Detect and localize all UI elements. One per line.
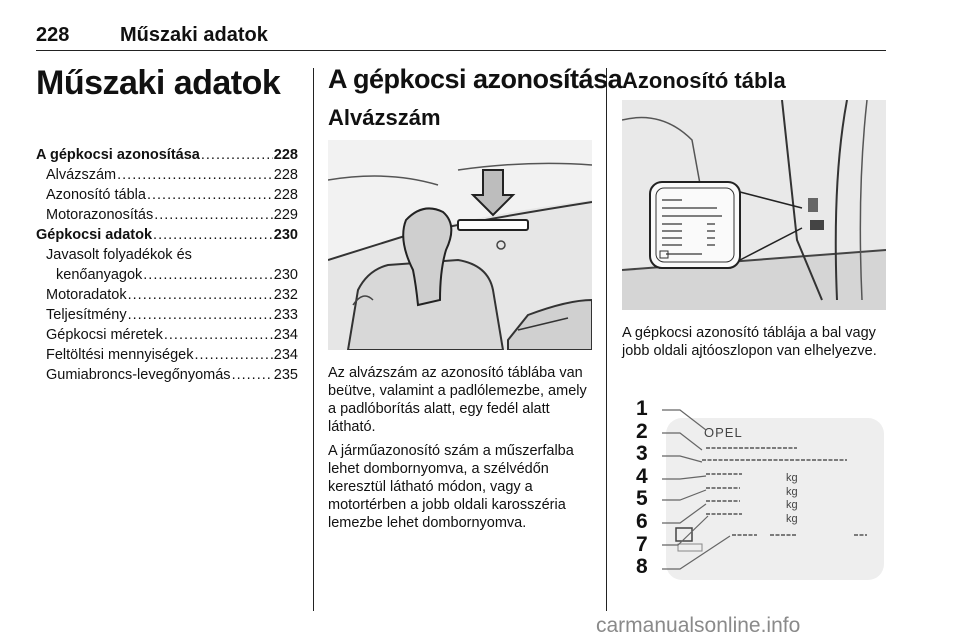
page-number: 228 [36,24,70,46]
toc-entry-text: Motoradatok [46,287,127,303]
toc-leader-dots [201,145,273,165]
plate-callout-2: 2 [636,419,648,443]
plate-diagram [622,392,886,597]
plate-unit-kg: kg [786,472,798,484]
chapter-title: Műszaki adatok [36,64,281,102]
toc-entry[interactable] [36,305,298,325]
toc-leader-dots [128,305,273,325]
vin-text [328,364,594,538]
toc-entry-text: Alvázszám [46,167,117,183]
plate-brand: OPEL [704,425,743,440]
toc-entry-text: Gépkocsi adatok [36,227,153,243]
toc-entry-page: 235 [273,367,298,383]
plate-unit-kg: kg [786,499,798,511]
toc-entry-page: 232 [273,287,298,303]
section-title: A gépkocsi azonosítása [328,64,623,94]
toc-leader-dots [143,265,273,285]
plate-callout-6: 6 [636,509,648,533]
toc-leader-dots [232,365,273,385]
plate-callout-numbers [636,398,660,579]
toc-entry[interactable] [36,145,298,165]
plate-callout-1: 1 [636,397,648,420]
toc-entry[interactable] [36,345,298,365]
door-pillar-illustration [622,100,886,310]
toc-entry-text: Feltöltési mennyiségek [46,347,194,363]
subsection-title-plate: Azonosító tábla [622,68,786,93]
toc-entry-page: 229 [273,207,298,223]
toc-entry[interactable] [36,245,298,265]
toc-entry-page: 228 [273,167,298,183]
header-rule [36,50,886,51]
plate-callout-3: 3 [636,442,648,466]
gear-lever-illustration [328,140,592,350]
header-title: Műszaki adatok [120,24,268,46]
plate-callout-5: 5 [636,487,648,511]
plate-callout-7: 7 [636,532,648,556]
toc-entry[interactable] [36,185,298,205]
toc-entry-text: Gépkocsi méretek [46,327,163,343]
column-divider-1 [313,68,314,611]
vin-paragraph-2: A járműazonosító szám a műszerfalba lehet dombornyomva, a szélvédőn keresztül látható módon, vagy a motortérben a jobb oldali karosszéria lemezbe lehet dombornyomva. [328,443,574,531]
plate-weight-units [786,472,810,526]
toc-entry-text: kenőanyagok [56,267,143,283]
toc-entry-text: Gumiabroncs-levegőnyomás [46,367,231,383]
column-divider-2 [606,68,607,611]
toc-entry-text: Javasolt folyadékok és [46,247,192,263]
toc-entry-page: 228 [273,187,298,203]
plate-unit-kg: kg [786,485,798,498]
toc-leader-dots [117,165,273,185]
toc-entry-page: 234 [273,347,298,363]
plate-location-text [622,324,886,366]
plate-unit-kg: kg [786,512,798,525]
toc-entry[interactable] [36,165,298,185]
door-pillar-photo [622,100,886,310]
vin-paragraph-1: Az alvázszám az azonosító táblába van beütve, valamint a padlólemezbe, amely a padlóborítás alatt, egy fedél alatt látható. [328,365,587,435]
toc-entry[interactable] [36,285,298,305]
toc-entry[interactable] [36,325,298,345]
toc-leader-dots [154,205,273,225]
floor-vin-photo [328,140,592,350]
toc-entry[interactable] [36,225,298,245]
toc-entry[interactable] [36,205,298,225]
toc-entry-text: Teljesítmény [46,307,127,323]
table-of-contents [36,145,298,385]
toc-entry-page: 230 [273,227,298,243]
toc-entry-text: Azonosító tábla [46,187,146,203]
toc-entry-page: 233 [273,307,298,323]
toc-leader-dots [164,325,273,345]
toc-entry[interactable] [36,365,298,385]
plate-paragraph: A gépkocsi azonosító táblája a bal vagy jobb oldali ajtóoszlopon van elhelyezve. [622,325,877,359]
toc-leader-dots [195,345,273,365]
toc-entry-text: Motorazonosítás [46,207,154,223]
toc-leader-dots [153,225,273,245]
toc-entry-page: 228 [273,147,298,163]
toc-leader-dots [128,285,273,305]
watermark: carmanualsonline.info [596,614,801,637]
subsection-title-vin: Alvázszám [328,105,441,130]
toc-entry-page: 230 [273,267,298,283]
toc-leader-dots [147,185,273,205]
toc-entry[interactable] [36,265,298,285]
toc-entry-page: 234 [273,327,298,343]
plate-callout-8: 8 [636,555,648,579]
toc-entry-text: A gépkocsi azonosítása [36,147,200,163]
plate-lines [622,392,886,597]
plate-callout-4: 4 [636,464,648,488]
